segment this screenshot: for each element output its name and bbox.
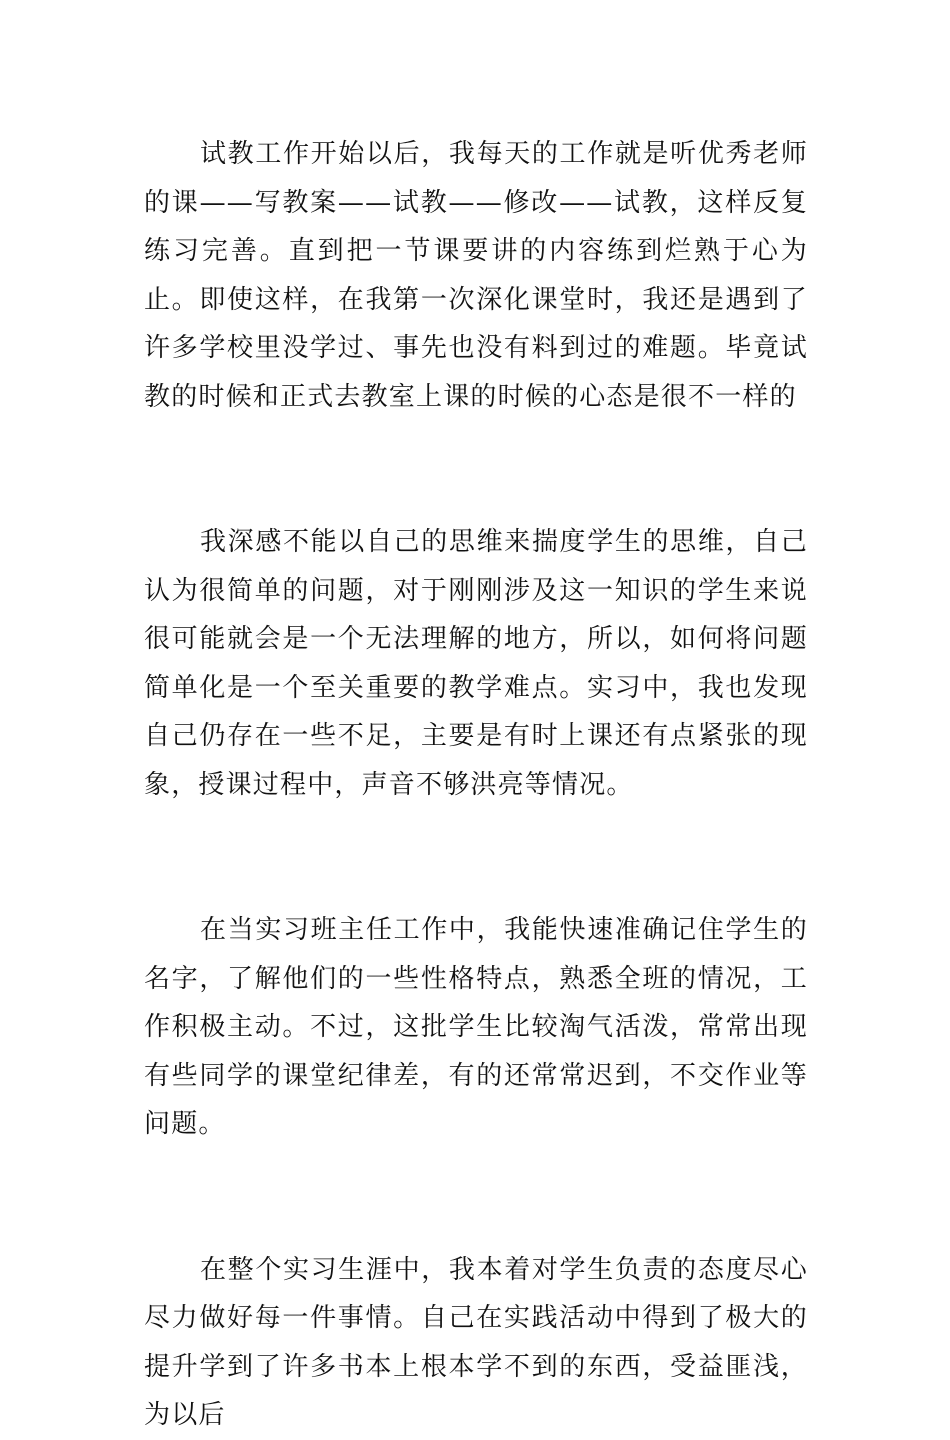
document-body [144, 130, 808, 1440]
paragraph-2: 我深感不能以自己的思维来揣度学生的思维，自己认为很简单的问题，对于刚刚涉及这一知识的学生来说很可能就会是一个无法理解的地方，所以，如何将问题简单化是一个至关重要的教学难点。实习中，我也发现自己仍存在一些不足，主要是有时上课还有点紧张的现象，授课过程中，声音不够洪亮等情况。 [144, 527, 808, 800]
paragraph-3: 在当实习班主任工作中，我能快速准确记住学生的名字，了解他们的一些性格特点，熟悉全班的情况，工作积极主动。不过，这批学生比较淘气活泼，常常出现有些同学的课堂纪律差，有的还常常迟到，不交作业等问题。 [144, 915, 808, 1139]
paragraph-1: 试教工作开始以后，我每天的工作就是听优秀老师的课——写教案——试教——修改——试教，这样反复练习完善。直到把一节课要讲的内容练到烂熟于心为止。即使这样，在我第一次深化课堂时，我还是遇到了许多学校里没学过、事先也没有料到过的难题。毕竟试教的时候和正式去教室上课的时候的心态是很不一样的 [144, 139, 808, 412]
paragraph-4: 在整个实习生涯中，我本着对学生负责的态度尽心尽力做好每一件事情。自己在实践活动中得到了极大的提升学到了许多书本上根本学不到的东西，受益匪浅，为以后 [144, 1254, 808, 1430]
